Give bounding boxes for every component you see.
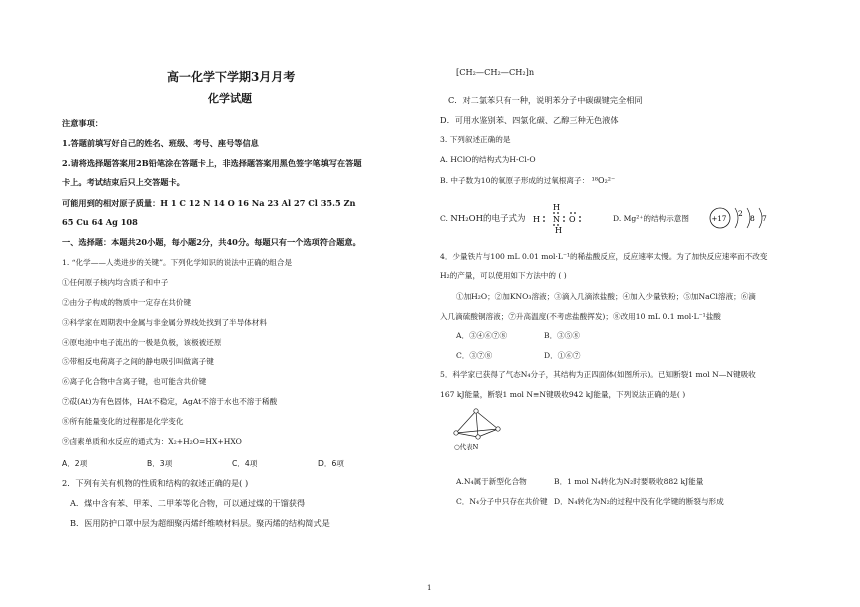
q5-option-d: D．N₄转化为N₂的过程中没有化学键的断裂与形成: [554, 497, 724, 506]
lewis-h-left: H: [533, 215, 540, 224]
peroxide-ion: ¹⁸O₂²⁻: [591, 176, 616, 185]
q4-option-b: B．③⑤⑧: [544, 331, 580, 340]
notice-2b: 卡上。考试结束后只上交答题卡。: [62, 177, 185, 187]
q2-option-b: B．医用防护口罩中层为超细聚丙烯纤维喷材料层。聚丙烯的结构简式是: [70, 518, 330, 528]
q2-option-a: A．煤中含有苯、甲苯、二甲苯等化合物，可以通过煤的干馏获得: [70, 498, 306, 508]
q4-option-d: D．①⑥⑦: [544, 351, 581, 360]
lewis-structure-diagram: [531, 200, 589, 236]
notice-2a: 2.请将选择题答案用2B铅笔涂在答题卡上，非选择题答案用黑色签字笔填写在答题: [62, 158, 362, 168]
atomic-mass-b: 65 Cu 64 Ag 108: [62, 217, 138, 227]
tetrahedron-legend: ○代表N: [454, 443, 479, 451]
q1-item: ⑧所有能量变化的过程都是化学变化: [62, 417, 184, 426]
q1-item: ⑨卤素单质和水反应的通式为：X₂+H₂O=HX+HXO: [62, 437, 242, 446]
q1-item: ⑥离子化合物中含离子键，也可能含共价键: [62, 377, 207, 386]
lewis-n: N: [553, 215, 560, 224]
q1-option-c: C．4项: [232, 459, 258, 468]
q1-item: ①任何原子核内均含质子和中子: [62, 278, 169, 287]
lewis-h-top: H: [553, 203, 560, 212]
q1-item: ④原电池中电子流出的一极是负极，该极被还原: [62, 338, 222, 347]
lewis-o: O: [569, 215, 576, 224]
q1-option-d: D．6项: [318, 459, 344, 468]
shell-count: 2: [738, 209, 743, 218]
q1-item: ③科学家在周期表中金属与非金属分界线处找到了半导体材料: [62, 318, 268, 327]
q1-stem: 1. “化学——人类进步的关键”。下列化学知识的说法中正确的组合是: [62, 258, 293, 267]
q4-option-c: C．③⑦⑧: [456, 351, 493, 360]
q5-option-b: B．1 mol N₄转化为N₂时要吸收882 kJ能量: [554, 477, 704, 486]
q1-item: ⑤带相反电荷离子之间的静电吸引叫做离子键: [62, 357, 214, 366]
q1-item: ⑦砹(At)为有色固体，HAt不稳定，AgAt不溶于水也不溶于稀酸: [62, 397, 278, 406]
q3-stem: 3. 下列叙述正确的是: [440, 135, 511, 144]
q5-stem-a: 5．科学家已获得了气态N₄分子，其结构为正四面体(如图所示)。已知断裂1 mol N—N键吸收: [440, 370, 756, 379]
q5-option-c: C．N₄分子中只存在共价键: [456, 497, 548, 506]
q1-option-b: B．3项: [147, 459, 173, 468]
nucleus-charge: +17: [711, 215, 727, 223]
q3-option-b: B. 中子数为10的氧原子形成的过氧根离子： ¹⁸O₂²⁻: [440, 176, 616, 185]
ion-structure-diagram: [708, 203, 778, 233]
q3-option-c: C. NH₂OH的电子式为: [440, 214, 526, 224]
atomic-mass-a: 可能用到的相对原子质量：H 1 C 12 N 14 O 16 Na 23 Al 27 Cl 35.5 Zn: [62, 198, 356, 208]
notice-heading: 注意事项：: [62, 118, 103, 128]
polymer-formula: [CH₂—CH₂—CH₂]n: [456, 67, 535, 77]
q5-option-a: A.N₄属于新型化合物: [456, 477, 527, 486]
q2-option-c: C．对二氯苯只有一种，说明苯分子中碳碳键完全相同: [448, 95, 643, 105]
q5-stem-b: 167 kJ能量，断裂1 mol N≡N键吸收942 kJ能量，下列说法正确的是( ): [440, 390, 686, 399]
q3-option-d: D. Mg²⁺的结构示意图: [613, 214, 689, 223]
q4-stem-a: 4．少量铁片与100 mL 0.01 mol·L⁻¹的稀盐酸反应，反应速率太慢。为了加快反应速率而不改变: [440, 252, 768, 261]
lewis-h-bottom: H: [555, 226, 562, 235]
q4-methods-a: ①加H₂O；②加KNO₃溶液；③滴入几滴浓盐酸；④加入少量铁粉；⑤加NaCl溶液；⑥滴: [456, 292, 756, 301]
q1-item: ②由分子构成的物质中一定存在共价键: [62, 298, 192, 307]
q4-option-a: A．③④⑥⑦⑧: [456, 331, 508, 340]
page-number: 1: [427, 584, 432, 592]
q2-stem: 2．下列有关有机物的性质和结构的叙述正确的是( ): [62, 478, 249, 488]
q4-stem-b: H₂的产量，可以使用如下方法中的 ( ): [440, 271, 567, 280]
q1-option-a: A．2项: [62, 459, 88, 468]
exam-title: 高一化学下学期3月月考: [167, 70, 296, 84]
section-1-heading: 一、选择题：本题共20小题，每小题2分，共40分。每题只有一个选项符合题意。: [62, 237, 361, 247]
q4-methods-b: 入几滴硫酸铜溶液；⑦升高温度(不考虑盐酸挥发)；⑧改用10 mL 0.1 mol·L⁻¹盐酸: [440, 312, 721, 321]
n4-tetrahedron-diagram: [450, 407, 510, 453]
shell-count: 7: [762, 214, 767, 223]
tetrahedron-bonds: [456, 411, 498, 437]
exam-subtitle: 化学试题: [208, 92, 252, 105]
notice-1: 1.答题前填写好自己的姓名、班级、考号、座号等信息: [62, 138, 259, 148]
shell-count: 8: [750, 214, 755, 223]
q3-option-a: A. HClO的结构式为H-Cl-O: [440, 155, 536, 164]
q2-option-d: D．可用水鉴别苯、四氯化碳、乙醇三种无色液体: [440, 115, 619, 125]
